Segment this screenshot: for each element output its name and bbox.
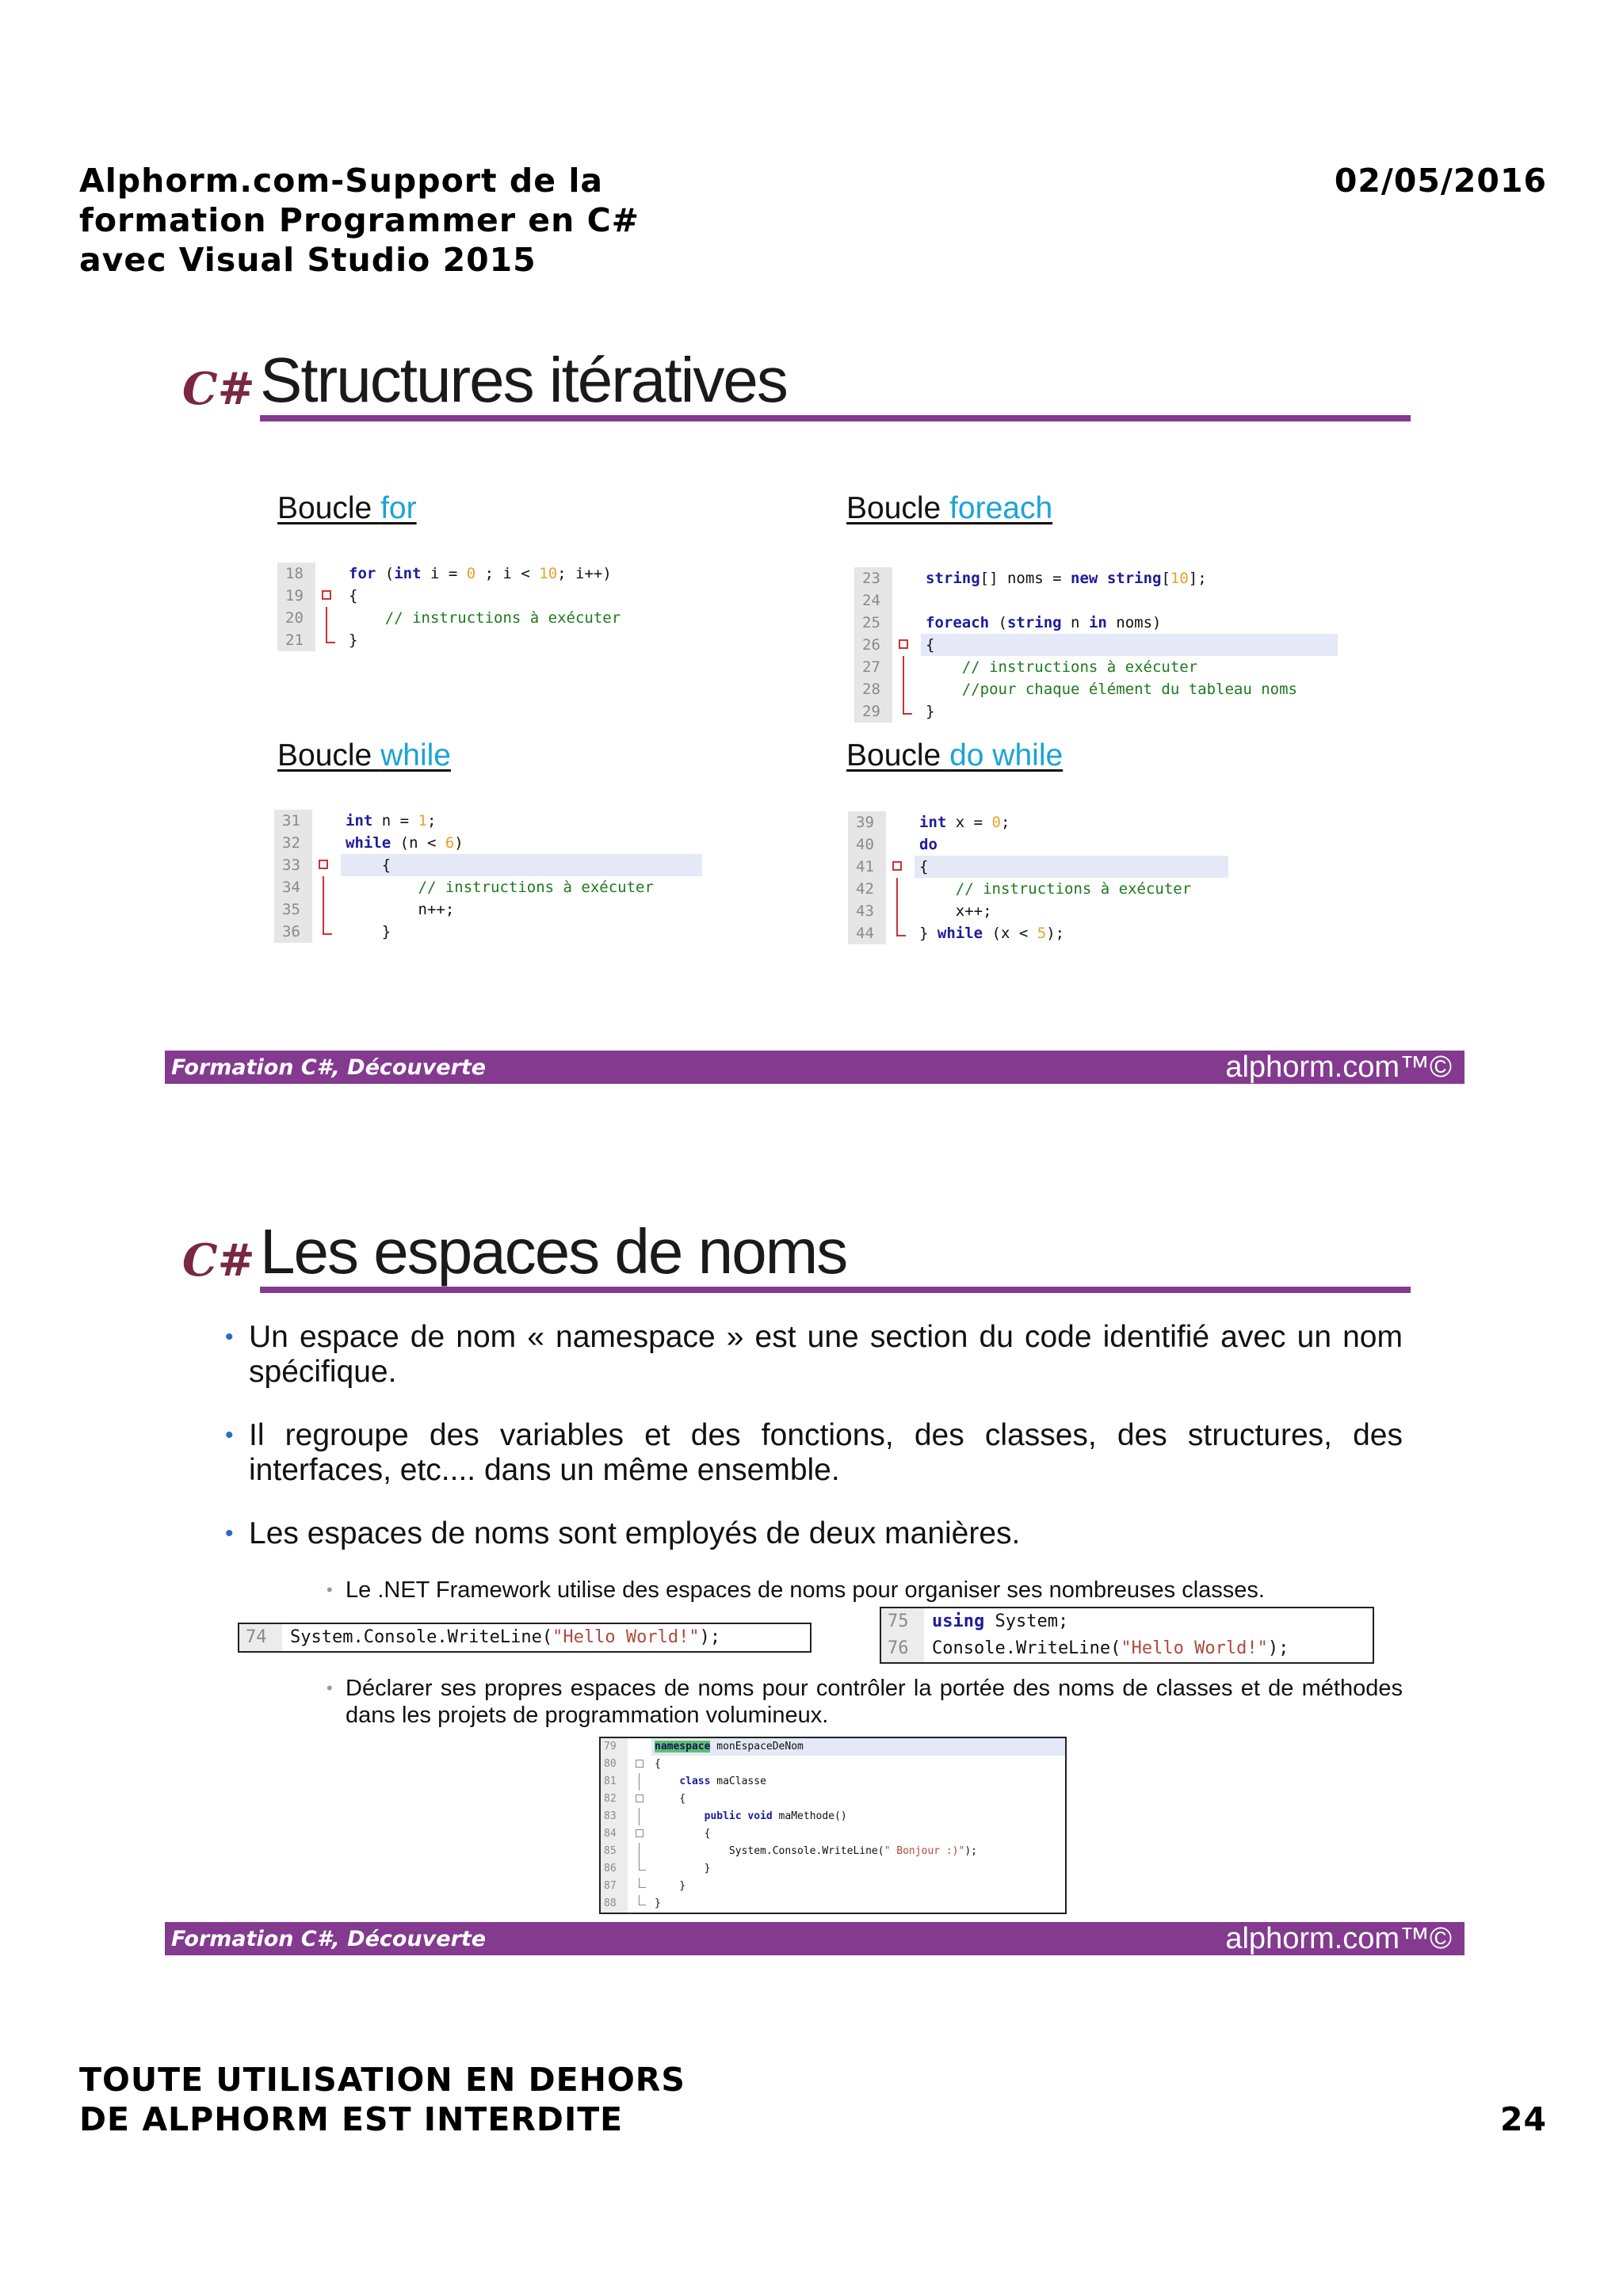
bullet-text: Il regroupe des variables et des fonctions, des classes, des structures, des interfaces, etc.... dans un même ensemble. <box>249 1418 1403 1487</box>
line-number: 21 <box>277 629 315 651</box>
code-line <box>274 810 702 832</box>
bullet-item <box>225 1516 1403 1551</box>
code-text: x++; <box>919 902 992 920</box>
loop-heading-keyword: for <box>380 491 417 525</box>
line-number: 27 <box>854 656 892 678</box>
sub-bullet-dot-icon: • <box>327 1678 333 1698</box>
code-line <box>274 921 702 943</box>
document-footer-notice <box>79 2060 792 2139</box>
code-text: int n = 1; <box>346 812 437 830</box>
code-text: n++; <box>346 901 455 918</box>
line-number: 42 <box>848 878 886 900</box>
header-line-3: avec Visual Studio 2015 <box>79 241 537 279</box>
code-line <box>274 876 702 898</box>
footer-course-label: Formation C#, Découverte <box>171 1927 487 1951</box>
line-number: 31 <box>274 810 312 832</box>
code-line <box>848 811 1228 833</box>
code-line <box>601 1756 1065 1773</box>
code-text: Console.WriteLine("Hello World!"); <box>932 1638 1289 1658</box>
sub-bullet-text: Le .NET Framework utilise des espaces de noms pour organiser ses nombreuses classes. <box>346 1577 1265 1603</box>
code-line <box>854 589 1338 612</box>
loop-heading-prefix: Boucle <box>277 491 381 525</box>
code-comment: // instructions à exécuter <box>926 658 1198 676</box>
code-box-using <box>880 1607 1374 1664</box>
code-text: while (n < 6) <box>346 834 464 852</box>
bullet-dot-icon: • <box>225 1422 234 1448</box>
collapse-icon <box>322 585 336 607</box>
loop-heading-keyword: foreach <box>949 491 1053 525</box>
loop-heading-for <box>277 491 417 526</box>
code-line <box>854 700 1338 723</box>
line-number: 24 <box>854 589 892 612</box>
title-underline <box>260 415 1411 421</box>
document-date: 02/05/2016 <box>1334 162 1547 200</box>
line-number: 74 <box>239 1624 282 1651</box>
code-text: } while (x < 5); <box>919 925 1065 942</box>
line-number: 35 <box>274 898 312 921</box>
code-line <box>854 678 1338 700</box>
code-line <box>601 1825 1065 1843</box>
code-line <box>854 567 1338 589</box>
loop-heading-foreach <box>846 491 1052 526</box>
code-text: public void maMethode() <box>704 1810 847 1822</box>
code-line <box>601 1843 1065 1860</box>
code-box-namespace <box>599 1737 1067 1914</box>
line-number: 36 <box>274 921 312 943</box>
slide-espaces-de-noms <box>165 1204 1465 1955</box>
line-number: 88 <box>601 1895 628 1913</box>
line-number: 39 <box>848 811 886 833</box>
header-line-2: formation Programmer en C# <box>79 201 640 239</box>
collapse-icon <box>636 1756 647 1773</box>
code-snippet-do-while <box>848 811 1228 944</box>
code-text: foreach (string n in noms) <box>926 614 1162 631</box>
line-number: 34 <box>274 876 312 898</box>
line-number: 84 <box>601 1825 628 1843</box>
code-text: } <box>926 703 935 720</box>
code-line <box>848 878 1228 900</box>
code-text: for (int i = 0 ; i < 10; i++) <box>349 565 612 582</box>
footer-notice-line-2: DE ALPHORM EST INTERDITE <box>79 2100 624 2138</box>
page-number: 24 <box>1499 2100 1547 2138</box>
code-text: do <box>919 836 938 853</box>
code-line <box>881 1608 1373 1635</box>
slide-title: Structures itératives <box>260 345 787 415</box>
line-number: 20 <box>277 607 315 629</box>
line-number: 76 <box>881 1635 924 1662</box>
slide-footer-bar <box>165 1922 1465 1955</box>
code-line <box>601 1860 1065 1878</box>
code-line <box>848 856 1228 878</box>
code-line <box>277 629 674 651</box>
code-text: namespace monEspaceDeNom <box>651 1738 1065 1756</box>
loop-heading-keyword: do while <box>949 738 1064 772</box>
loop-heading-keyword: while <box>380 738 451 772</box>
line-number: 28 <box>854 678 892 700</box>
bullet-dot-icon: • <box>225 1520 234 1547</box>
collapse-icon <box>636 1791 647 1808</box>
code-text: string[] noms = new string[10]; <box>926 570 1207 587</box>
sub-bullet-item <box>327 1675 1403 1729</box>
line-number: 25 <box>854 612 892 634</box>
code-line <box>848 922 1228 944</box>
csharp-logo-icon: C# <box>182 363 255 415</box>
line-number: 33 <box>274 854 312 876</box>
code-text: { <box>655 1828 711 1840</box>
line-number: 19 <box>277 585 315 607</box>
line-number: 41 <box>848 856 886 878</box>
loop-heading-prefix: Boucle <box>846 491 950 525</box>
sub-bullet-text: Déclarer ses propres espaces de noms pour contrôler la portée des noms de classes et de méthodes dans les projets de programmation volumineux. <box>346 1676 1403 1728</box>
title-underline <box>260 1287 1411 1293</box>
collapse-icon <box>899 634 913 656</box>
slide-footer-bar <box>165 1051 1465 1084</box>
code-line <box>601 1878 1065 1895</box>
line-number: 79 <box>601 1738 628 1756</box>
code-line <box>277 563 674 585</box>
code-line <box>881 1635 1373 1662</box>
line-number: 85 <box>601 1843 628 1860</box>
collapse-icon <box>636 1825 647 1843</box>
bullet-item <box>225 1418 1403 1488</box>
code-text: } <box>655 1880 686 1892</box>
code-line <box>854 656 1338 678</box>
line-number: 32 <box>274 832 312 854</box>
code-line <box>601 1895 1065 1913</box>
code-text: System.Console.WriteLine(" Bonjour :)"); <box>655 1845 977 1857</box>
code-box-fully-qualified <box>238 1623 812 1653</box>
code-line <box>848 833 1228 856</box>
code-text <box>921 589 1338 612</box>
code-text: int x = 0; <box>919 814 1010 831</box>
code-text: using System; <box>932 1611 1069 1631</box>
code-snippet-while <box>274 810 702 943</box>
slide-title: Les espaces de noms <box>260 1216 847 1287</box>
code-text: { <box>655 1793 686 1805</box>
footer-course-label: Formation C#, Découverte <box>171 1055 487 1080</box>
code-text: } <box>655 1897 661 1909</box>
line-number: 18 <box>277 563 315 585</box>
sub-bullet-dot-icon: • <box>327 1580 333 1600</box>
code-line <box>601 1738 1065 1756</box>
line-number: 81 <box>601 1773 628 1791</box>
loop-heading-prefix: Boucle <box>277 738 381 772</box>
line-number: 75 <box>881 1608 924 1635</box>
sub-bullet-item <box>327 1577 1403 1604</box>
bullet-item <box>225 1320 1403 1390</box>
loop-heading-prefix: Boucle <box>846 738 950 772</box>
code-line <box>274 832 702 854</box>
loop-heading-do-while <box>846 738 1063 773</box>
code-snippet-foreach <box>854 567 1338 723</box>
line-number: 43 <box>848 900 886 922</box>
code-comment: //pour chaque élément du tableau noms <box>926 681 1297 698</box>
code-text: class maClasse <box>679 1775 766 1787</box>
code-text: { <box>921 634 1338 656</box>
code-snippet-for <box>277 563 674 651</box>
line-number: 23 <box>854 567 892 589</box>
line-number: 82 <box>601 1791 628 1808</box>
footer-brand: alphorm.com™© <box>1225 1051 1452 1084</box>
code-line <box>854 612 1338 634</box>
code-line <box>277 607 674 629</box>
collapse-icon <box>319 854 333 876</box>
code-text: } <box>346 923 391 940</box>
line-number: 29 <box>854 700 892 723</box>
line-number: 40 <box>848 833 886 856</box>
code-text: { <box>341 854 702 876</box>
code-line <box>601 1791 1065 1808</box>
code-text: { <box>915 856 1228 878</box>
footer-notice-line-1: TOUTE UTILISATION EN DEHORS <box>79 2061 685 2099</box>
slide-title-row <box>173 1204 1417 1299</box>
collapse-icon <box>892 856 907 878</box>
line-number: 26 <box>854 634 892 656</box>
code-comment: // instructions à exécuter <box>919 880 1192 898</box>
code-comment: // instructions à exécuter <box>346 879 654 896</box>
bullet-text: Un espace de nom « namespace » est une section du code identifié avec un nom spécifique. <box>249 1320 1403 1389</box>
csharp-logo-icon: C# <box>182 1234 255 1287</box>
footer-brand: alphorm.com™© <box>1225 1922 1452 1955</box>
code-line <box>601 1808 1065 1825</box>
code-text: } <box>349 631 358 649</box>
code-line <box>848 900 1228 922</box>
code-text: { <box>349 587 358 605</box>
code-line <box>239 1624 810 1651</box>
code-comment: // instructions à exécuter <box>349 609 621 627</box>
line-number: 83 <box>601 1808 628 1825</box>
code-line <box>854 634 1338 656</box>
code-text: System.Console.WriteLine("Hello World!"); <box>290 1627 721 1647</box>
code-text: } <box>655 1863 711 1875</box>
bullet-dot-icon: • <box>225 1324 234 1350</box>
slide-structures-iteratives <box>165 333 1465 1084</box>
code-line <box>601 1773 1065 1791</box>
header-line-1: Alphorm.com-Support de la <box>79 162 604 200</box>
line-number: 80 <box>601 1756 628 1773</box>
slide-title-row <box>173 333 1417 428</box>
bullet-text: Les espaces de noms sont employés de deux manières. <box>249 1516 1021 1550</box>
line-number: 87 <box>601 1878 628 1895</box>
line-number: 86 <box>601 1860 628 1878</box>
code-text: { <box>655 1758 661 1770</box>
line-number: 44 <box>848 922 886 944</box>
code-line <box>274 898 702 921</box>
loop-heading-while <box>277 738 451 773</box>
document-header-title <box>79 161 729 280</box>
code-line <box>277 585 674 607</box>
code-line <box>274 854 702 876</box>
